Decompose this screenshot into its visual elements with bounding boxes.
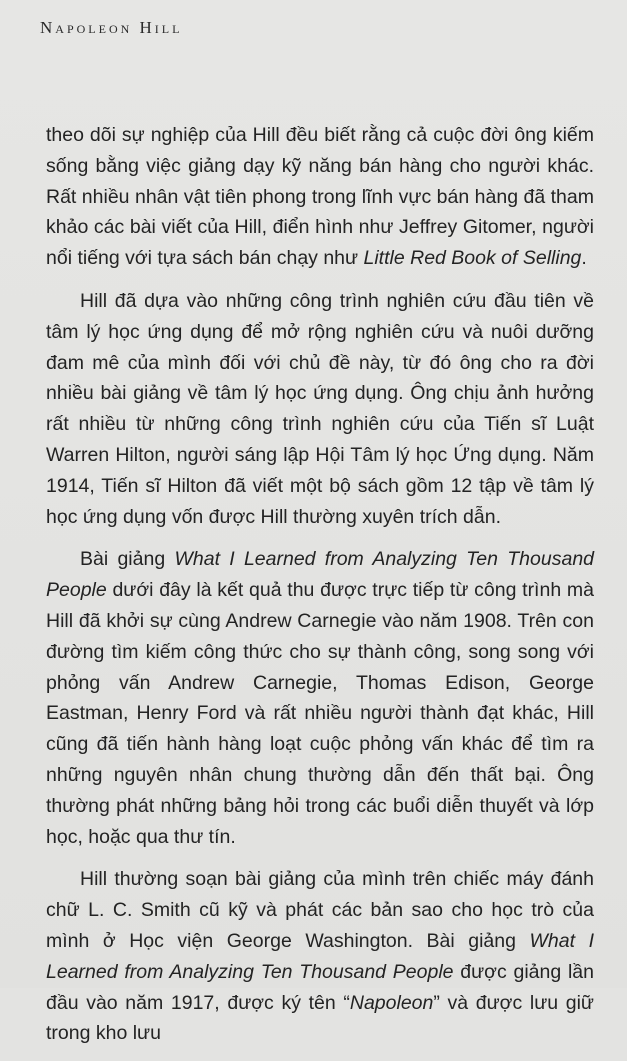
paragraph-1-text-a: theo dõi sự nghiệp của Hill đều biết rằng cả cuộc đời ông kiếm sống bằng việc giảng dạy kỹ năng bán hàng cho người khác. Rất nhiều nhân vật tiên phong trong lĩnh vực bán hàng đã tham khảo các bài viết của Hill, điển hình như Jeffrey Gitomer, người nổi tiếng với tựa sách bán chạy như — [46, 124, 594, 270]
paragraph-3-text-a: Bài giảng — [80, 548, 175, 571]
paragraph-4 — [46, 864, 594, 1049]
paragraph-2-text: Hill đã dựa vào những công trình nghiên cứu đầu tiên về tâm lý học ứng dụng để mở rộng nghiên cứu và nuôi dưỡng đam mê của mình đối với chủ đề này, từ đó ông cho ra đời nhiều bài giảng về tâm lý học ứng dụng. Ông chịu ảnh hưởng rất nhiều từ những công trình nghiên cứu của Tiến sĩ Luật Warren Hilton, người sáng lập Hội Tâm lý học Ứng dụng. Năm 1914, Tiến sĩ Hilton đã viết một bộ sách gồm 12 tập về tâm lý học ứng dụng vốn được Hill thường xuyên trích dẫn. — [46, 289, 594, 528]
paragraph-2 — [46, 286, 594, 532]
lecture-title-2: What I Learned from Analyzing Ten Thousand People — [46, 929, 594, 983]
paragraph-1-text-b: . — [581, 247, 587, 270]
book-title-little-red-book: Little Red Book of Selling — [363, 247, 582, 270]
paragraph-4-text-c: ” và được lưu giữ trong kho lưu — [46, 991, 594, 1045]
paragraph-1 — [46, 120, 594, 274]
body-text — [46, 120, 594, 1061]
paragraph-3-text-b: dưới đây là kết quả thu được trực tiếp từ công trình mà Hill đã khởi sự cùng Andrew Carnegie vào năm 1908. Trên con đường tìm kiếm công thức cho sự thành công, song song với phỏng vấn Andrew Carnegie, Thomas Edison, George Eastman, Henry Ford và rất nhiều người thành đạt khác, Hill cũng đã tiến hành hàng loạt cuộc phỏng vấn khác để tìm ra những nguyên nhân chung thường dẫn đến thất bại. Ông thường phát những bảng hỏi trong các buổi diễn thuyết và lớp học, hoặc qua thư tín. — [46, 579, 594, 848]
paragraph-4-text-a: Hill thường soạn bài giảng của mình trên chiếc máy đánh chữ L. C. Smith cũ kỹ và phát các bản sao cho học trò của mình ở Học viện George Washington. Bài giảng — [46, 868, 594, 952]
paragraph-4-text-b: được giảng lần đầu vào năm 1917, được ký tên “ — [46, 960, 594, 1014]
lecture-title: What I Learned from Analyzing Ten Thousand People — [46, 548, 595, 602]
paragraph-3 — [46, 544, 594, 852]
running-header: Napoleon Hill — [40, 18, 183, 37]
signature-name: Napoleon — [349, 991, 434, 1014]
